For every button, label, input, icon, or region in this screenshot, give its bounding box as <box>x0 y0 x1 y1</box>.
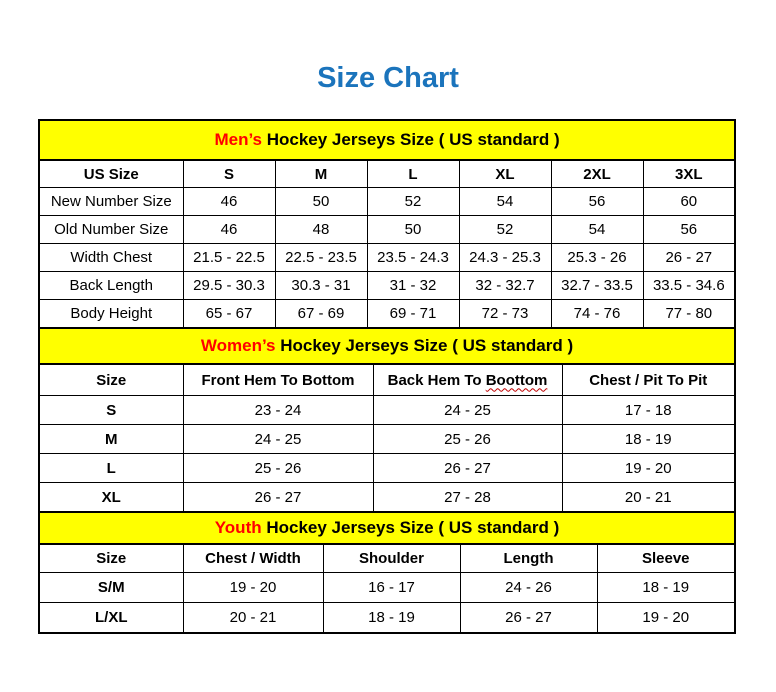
mens-col-us-size: US Size <box>39 160 183 188</box>
table-row-back-length <box>39 272 735 300</box>
size-value: 32 - 32.7 <box>459 272 551 300</box>
size-value: 77 - 80 <box>643 300 735 329</box>
size-value: 19 - 20 <box>183 573 323 603</box>
size-value: 21.5 - 22.5 <box>183 244 275 272</box>
mens-col-m: M <box>275 160 367 188</box>
size-value: 29.5 - 30.3 <box>183 272 275 300</box>
table-row-width-chest <box>39 244 735 272</box>
mens-column-header-row <box>39 160 735 188</box>
size-value: 46 <box>183 216 275 244</box>
size-value: 32.7 - 33.5 <box>551 272 643 300</box>
mens-section-title <box>39 120 735 160</box>
youth-col-length: Length <box>460 544 597 573</box>
mens-col-l: L <box>367 160 459 188</box>
size-value: 26 - 27 <box>183 483 373 513</box>
size-value: 30.3 - 31 <box>275 272 367 300</box>
size-value: 46 <box>183 188 275 216</box>
row-label: Body Height <box>39 300 183 329</box>
womens-section-header-row <box>39 328 735 364</box>
size-value: 54 <box>551 216 643 244</box>
table-row-new-number-size <box>39 188 735 216</box>
table-row-women-s <box>39 396 735 425</box>
row-label: Width Chest <box>39 244 183 272</box>
size-value: 56 <box>551 188 643 216</box>
size-value: 54 <box>459 188 551 216</box>
size-value: 52 <box>367 188 459 216</box>
size-value: 69 - 71 <box>367 300 459 329</box>
size-value: 23.5 - 24.3 <box>367 244 459 272</box>
size-value: 56 <box>643 216 735 244</box>
womens-col-chest-pit: Chest / Pit To Pit <box>562 364 735 396</box>
size-value: 22.5 - 23.5 <box>275 244 367 272</box>
mens-section-title-rest: Hockey Jerseys Size ( US standard ) <box>262 130 560 149</box>
table-row-youth-sm <box>39 573 735 603</box>
size-value: 19 - 20 <box>562 454 735 483</box>
youth-section-title-rest: Hockey Jerseys Size ( US standard ) <box>261 518 560 537</box>
size-value: 25.3 - 26 <box>551 244 643 272</box>
row-label: L/XL <box>39 603 183 634</box>
youth-col-shoulder: Shoulder <box>323 544 460 573</box>
size-value: 24 - 25 <box>373 396 562 425</box>
size-value: 60 <box>643 188 735 216</box>
size-value: 52 <box>459 216 551 244</box>
size-value: 67 - 69 <box>275 300 367 329</box>
row-label: S/M <box>39 573 183 603</box>
size-value: 26 - 27 <box>460 603 597 634</box>
mens-col-xl: XL <box>459 160 551 188</box>
mens-col-2xl: 2XL <box>551 160 643 188</box>
size-value: 16 - 17 <box>323 573 460 603</box>
size-value: 65 - 67 <box>183 300 275 329</box>
row-label: New Number Size <box>39 188 183 216</box>
mens-section-header-row <box>39 120 735 160</box>
mens-col-3xl: 3XL <box>643 160 735 188</box>
row-label: M <box>39 425 183 454</box>
size-value: 48 <box>275 216 367 244</box>
row-label: L <box>39 454 183 483</box>
table-row-old-number-size <box>39 216 735 244</box>
size-value: 26 - 27 <box>643 244 735 272</box>
row-label: XL <box>39 483 183 513</box>
size-value: 19 - 20 <box>597 603 735 634</box>
size-value: 50 <box>367 216 459 244</box>
womens-size-table <box>38 327 736 513</box>
misspelled-word-spellcheck-underline: Boottom <box>485 371 548 389</box>
table-row-youth-lxl <box>39 603 735 634</box>
womens-col-back-hem <box>373 364 562 396</box>
size-value: 18 - 19 <box>597 573 735 603</box>
size-value: 74 - 76 <box>551 300 643 329</box>
table-row-body-height <box>39 300 735 329</box>
size-value: 72 - 73 <box>459 300 551 329</box>
womens-section-title <box>39 328 735 364</box>
youth-section-title-accent: Youth <box>214 518 262 537</box>
mens-section-title-accent: Men’s <box>214 130 262 149</box>
womens-section-title-accent: Women’s <box>200 336 276 355</box>
youth-col-size: Size <box>39 544 183 573</box>
table-row-women-l <box>39 454 735 483</box>
row-label: S <box>39 396 183 425</box>
size-value: 20 - 21 <box>183 603 323 634</box>
table-row-women-xl <box>39 483 735 513</box>
youth-col-sleeve: Sleeve <box>597 544 735 573</box>
size-value: 50 <box>275 188 367 216</box>
womens-col-back-hem-prefix: Back Hem To <box>387 371 486 389</box>
womens-section-title-rest: Hockey Jerseys Size ( US standard ) <box>275 336 574 355</box>
size-value: 24 - 26 <box>460 573 597 603</box>
size-value: 20 - 21 <box>562 483 735 513</box>
youth-col-chest-width: Chest / Width <box>183 544 323 573</box>
size-value: 26 - 27 <box>373 454 562 483</box>
size-value: 31 - 32 <box>367 272 459 300</box>
size-value: 27 - 28 <box>373 483 562 513</box>
size-chart-tables <box>38 119 734 634</box>
womens-col-front-hem: Front Hem To Bottom <box>183 364 373 396</box>
womens-col-size: Size <box>39 364 183 396</box>
size-value: 25 - 26 <box>183 454 373 483</box>
row-label: Back Length <box>39 272 183 300</box>
table-row-women-m <box>39 425 735 454</box>
youth-section-title <box>39 512 735 544</box>
youth-section-header-row <box>39 512 735 544</box>
mens-size-table <box>38 119 736 329</box>
mens-col-s: S <box>183 160 275 188</box>
size-value: 25 - 26 <box>373 425 562 454</box>
size-value: 23 - 24 <box>183 396 373 425</box>
size-value: 24 - 25 <box>183 425 373 454</box>
page-title: Size Chart <box>317 62 459 94</box>
row-label: Old Number Size <box>39 216 183 244</box>
youth-column-header-row <box>39 544 735 573</box>
womens-column-header-row <box>39 364 735 396</box>
size-value: 17 - 18 <box>562 396 735 425</box>
youth-size-table <box>38 511 736 634</box>
size-value: 18 - 19 <box>323 603 460 634</box>
size-value: 33.5 - 34.6 <box>643 272 735 300</box>
size-value: 24.3 - 25.3 <box>459 244 551 272</box>
size-value: 18 - 19 <box>562 425 735 454</box>
